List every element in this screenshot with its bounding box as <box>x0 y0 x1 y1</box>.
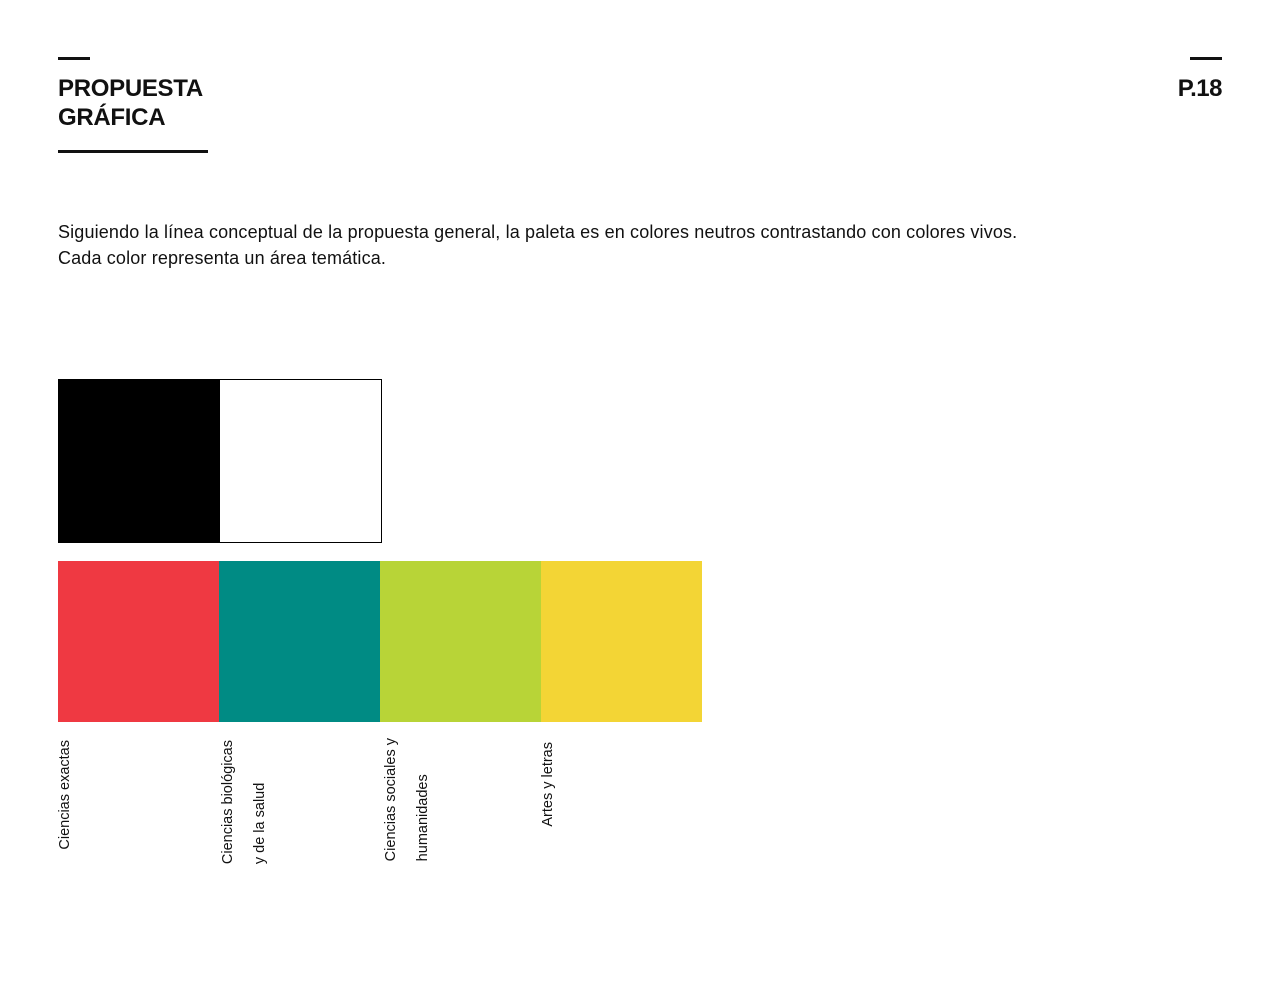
intro-line1: Siguiendo la línea conceptual de la propuesta general, la paleta es en colores neutros contrastando con colores vivos. <box>58 222 1018 242</box>
header-rule-right <box>1190 57 1222 60</box>
label-line1: Ciencias exactas <box>57 740 73 850</box>
page-title-line1: PROPUESTA <box>58 75 203 102</box>
title-underline <box>58 150 208 153</box>
page-title <box>58 74 203 132</box>
label-line1: Artes y letras <box>540 742 556 827</box>
label-line1: Ciencias biológicas <box>220 740 236 865</box>
label-line2: y de la salud <box>252 782 268 865</box>
label-line1: Ciencias sociales y <box>383 738 399 862</box>
swatch-ciencias-sociales <box>380 561 541 722</box>
area-swatches <box>58 561 702 722</box>
page-number: P.18 <box>1177 75 1222 102</box>
header-rule-left <box>58 57 90 60</box>
label-line2: humanidades <box>415 774 431 862</box>
label-ciencias-sociales <box>375 738 439 861</box>
label-ciencias-biologicas <box>212 740 276 864</box>
swatch-ciencias-exactas <box>58 561 219 722</box>
neutral-swatches <box>58 379 383 543</box>
swatch-ciencias-biologicas <box>219 561 380 722</box>
swatch-artes-letras <box>541 561 702 722</box>
swatch-white <box>220 379 382 543</box>
label-ciencias-exactas <box>49 740 81 850</box>
intro-line2: Cada color representa un área temática. <box>58 248 387 268</box>
swatch-black <box>58 379 220 543</box>
intro-paragraph <box>58 219 1017 271</box>
page-title-line2: GRÁFICA <box>58 104 166 131</box>
label-artes-letras <box>532 742 564 827</box>
